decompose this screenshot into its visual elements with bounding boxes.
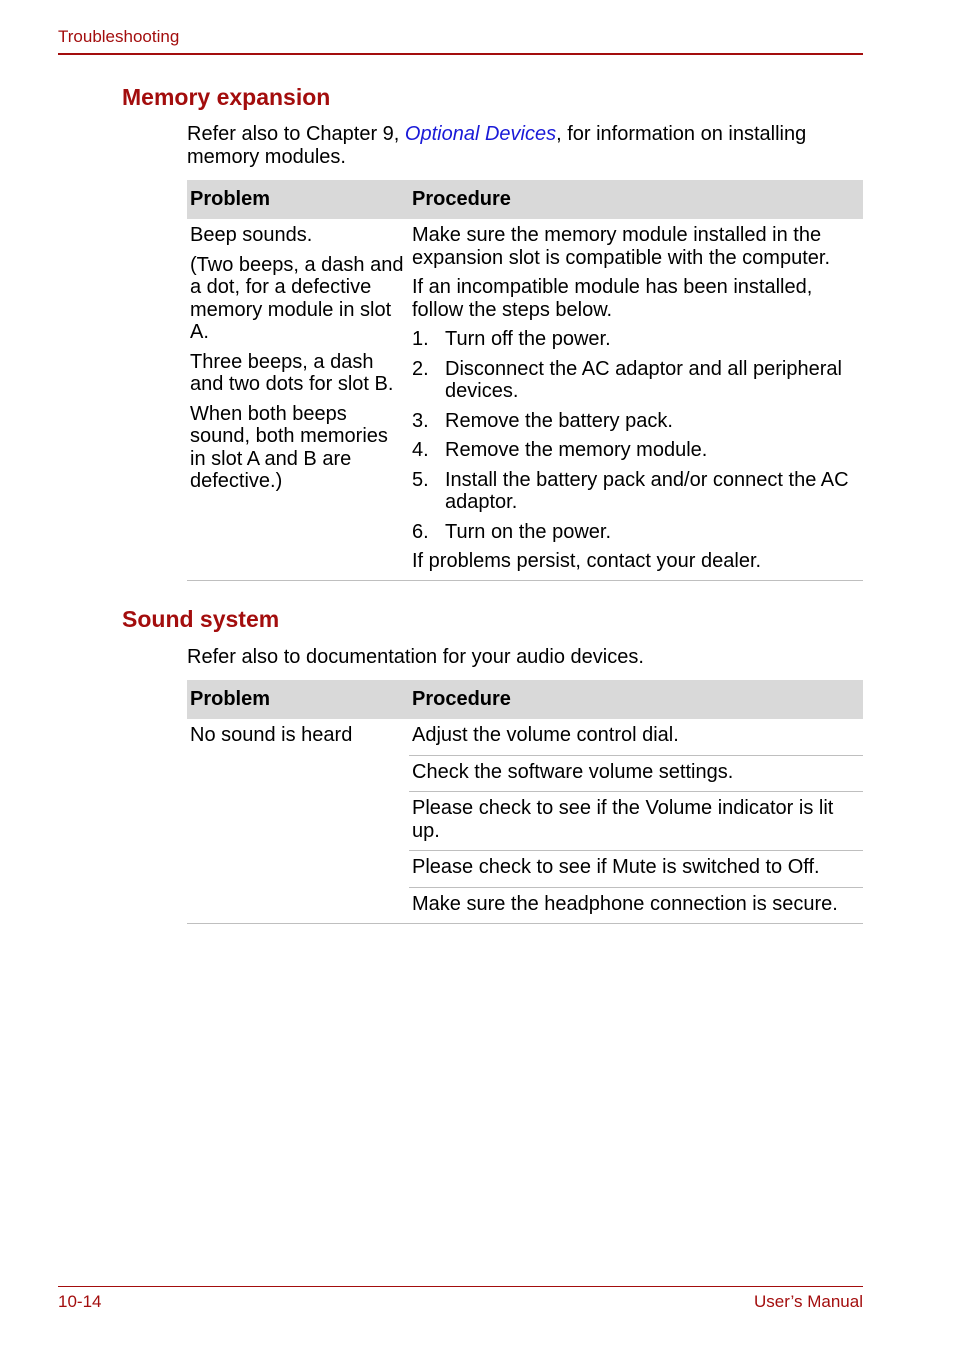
step-number: 5.: [412, 468, 429, 491]
procedure-text: If problems persist, contact your dealer.: [412, 550, 762, 572]
running-header: Troubleshooting: [58, 27, 180, 46]
sound-table: [187, 680, 863, 924]
table-row: [187, 219, 863, 580]
procedure-cell: [409, 219, 863, 580]
procedure-steps: [412, 328, 860, 543]
memory-intro: [187, 123, 863, 169]
optional-devices-link[interactable]: Optional Devices: [404, 123, 557, 145]
procedure-text: If an incompatible module has been installed, follow the steps below.: [412, 276, 813, 321]
memory-section-title: Memory expansion: [122, 84, 331, 110]
sound-section-title: Sound system: [122, 606, 280, 632]
memory-table: [187, 180, 863, 581]
procedure-cell: Please check to see if the Volume indicator is lit up.: [409, 792, 863, 851]
step-text: Disconnect the AC adaptor and all peripheral devices.: [445, 357, 842, 402]
procedure-header: Procedure: [409, 680, 863, 719]
problem-header: Problem: [187, 680, 409, 719]
manual-title: User’s Manual: [754, 1292, 863, 1311]
problem-text: (Two beeps, a dash and a dot, for a defective memory module in slot A.: [190, 253, 404, 343]
step-text: Turn off the power.: [445, 328, 611, 350]
list-item: [412, 469, 860, 514]
page-number: 10-14: [58, 1292, 102, 1311]
step-text: Install the battery pack and/or connect the AC adaptor.: [445, 468, 849, 513]
problem-header: Problem: [187, 180, 409, 219]
step-number: 4.: [412, 439, 429, 461]
procedure-cell: Adjust the volume control dial.: [409, 719, 863, 755]
step-number: 6.: [412, 520, 429, 543]
header-rule: [58, 53, 863, 55]
procedure-cell: Check the software volume settings.: [409, 755, 863, 792]
step-text: Turn on the power.: [445, 520, 612, 543]
procedure-cell: Please check to see if Mute is switched to Off.: [409, 851, 863, 888]
list-item: [412, 358, 860, 403]
step-number: 1.: [412, 328, 429, 350]
sound-intro: Refer also to documentation for your audio devices.: [187, 646, 644, 668]
problem-cell: No sound is heard: [187, 719, 409, 924]
procedure-header: Procedure: [409, 180, 863, 219]
table-header-row: [187, 680, 863, 719]
problem-text: Beep sounds.: [190, 224, 313, 246]
list-item: [412, 439, 860, 462]
table-header-row: [187, 180, 863, 219]
step-number: 3.: [412, 409, 429, 432]
problem-text: Three beeps, a dash and two dots for slot B.: [190, 350, 394, 395]
list-item: [412, 521, 860, 544]
procedure-cell: Make sure the headphone connection is secure.: [409, 887, 863, 924]
step-number: 2.: [412, 357, 429, 380]
list-item: [412, 328, 860, 351]
list-item: [412, 410, 860, 433]
table-row: [187, 719, 863, 755]
problem-text: When both beeps sound, both memories in slot A and B are defective.): [190, 402, 388, 492]
memory-intro-text: Refer also to Chapter 9,: [187, 123, 405, 145]
memory-intro-text-end: , for information on installing memory modules.: [187, 123, 807, 168]
step-text: Remove the memory module.: [445, 439, 708, 461]
problem-cell: [187, 219, 409, 580]
step-text: Remove the battery pack.: [445, 409, 673, 432]
procedure-text: Make sure the memory module installed in the expansion slot is compatible with the computer.: [412, 224, 830, 269]
footer-rule: [58, 1286, 863, 1287]
